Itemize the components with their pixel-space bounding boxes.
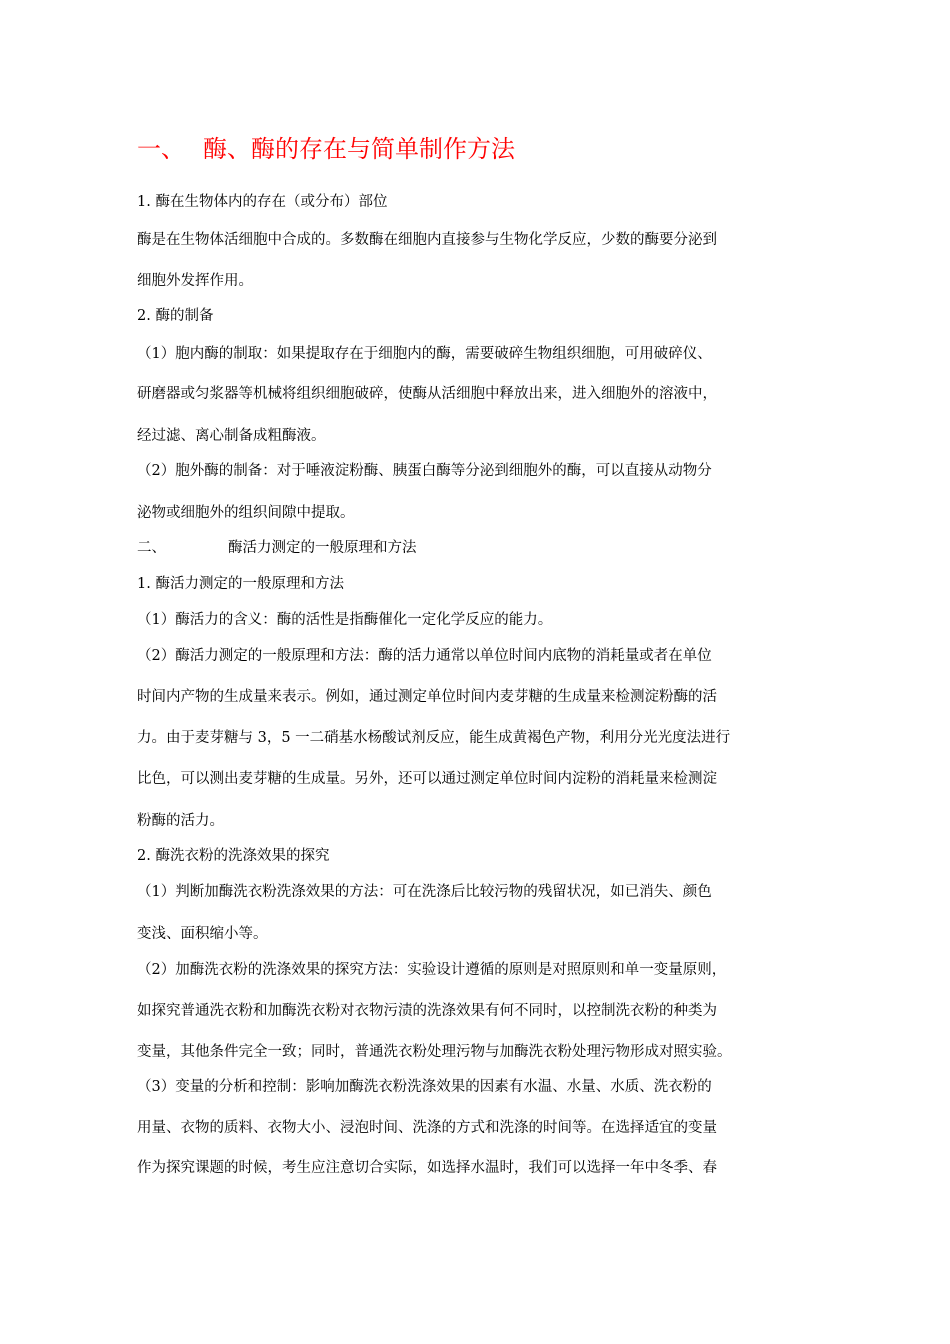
- paragraph-line: （3）变量的分析和控制：影响加酶洗衣粉洗涤效果的因素有水温、水量、水质、洗衣粉的: [137, 1079, 712, 1095]
- paragraph-line: 作为探究课题的时候，考生应注意切合实际，如选择水温时，我们可以选择一年中冬季、春: [137, 1160, 717, 1176]
- section-2-heading-text: 酶活力测定的一般原理和方法: [228, 540, 417, 556]
- paragraph-line: 经过滤、离心制备成粗酶液。: [137, 428, 326, 444]
- paragraph-line: 粉酶的活力。: [137, 813, 224, 829]
- section-number: 一、: [137, 135, 185, 163]
- section-title: [137, 132, 515, 166]
- paragraph-line: 2. 酶洗衣粉的洗涤效果的探究: [137, 848, 330, 864]
- paragraph-line: 2. 酶的制备: [137, 308, 214, 324]
- paragraph-line: （2）胞外酶的制备：对于唾液淀粉酶、胰蛋白酶等分泌到细胞外的酶，可以直接从动物分: [137, 463, 712, 479]
- paragraph-line: 比色，可以测出麦芽糖的生成量。另外，还可以通过测定单位时间内淀粉的消耗量来检测淀: [137, 771, 717, 787]
- paragraph-line: （2）酶活力测定的一般原理和方法：酶的活力通常以单位时间内底物的消耗量或者在单位: [137, 648, 712, 664]
- paragraph-line: 力。由于麦芽糖与 3，5 一二硝基水杨酸试剂反应，能生成黄褐色产物，利用分光光度法进行: [137, 730, 731, 746]
- section-2-heading: [137, 537, 417, 559]
- paragraph-line: （1）判断加酶洗衣粉洗涤效果的方法：可在洗涤后比较污物的残留状况，如已消失、颜色: [137, 884, 712, 900]
- paragraph-line: 研磨器或匀浆器等机械将组织细胞破碎，使酶从活细胞中释放出来，进入细胞外的溶液中，: [137, 386, 717, 402]
- paragraph-line: 变浅、面积缩小等。: [137, 926, 268, 942]
- paragraph-line: 变量，其他条件完全一致；同时，普通洗衣粉处理污物与加酶洗衣粉处理污物形成对照实验。: [137, 1044, 732, 1060]
- paragraph-line: （1）酶活力的含义：酶的活性是指酶催化一定化学反应的能力。: [137, 612, 553, 628]
- paragraph-line: 细胞外发挥作用。: [137, 273, 253, 289]
- paragraph-line: （1）胞内酶的制取：如果提取存在于细胞内的酶，需要破碎生物组织细胞，可用破碎仪、: [137, 346, 712, 362]
- paragraph-line: 如探究普通洗衣粉和加酶洗衣粉对衣物污渍的洗涤效果有何不同时，以控制洗衣粉的种类为: [137, 1003, 717, 1019]
- paragraph-line: 时间内产物的生成量来表示。例如，通过测定单位时间内麦芽糖的生成量来检测淀粉酶的活: [137, 689, 717, 705]
- section-2-number: 二、: [137, 540, 166, 556]
- section-heading-text: 酶、酶的存在与简单制作方法: [203, 135, 515, 163]
- paragraph-line: 1. 酶活力测定的一般原理和方法: [137, 576, 344, 592]
- paragraph-line: 泌物或细胞外的组织间隙中提取。: [137, 505, 355, 521]
- paragraph-line: （2）加酶洗衣粉的洗涤效果的探究方法：实验设计遵循的原则是对照原则和单一变量原则，: [137, 962, 727, 978]
- paragraph-line: 1. 酶在生物体内的存在（或分布）部位: [137, 194, 388, 210]
- paragraph-line: 用量、衣物的质料、衣物大小、浸泡时间、洗涤的方式和洗涤的时间等。在选择适宜的变量: [137, 1120, 717, 1136]
- paragraph-line: 酶是在生物体活细胞中合成的。多数酶在细胞内直接参与生物化学反应，少数的酶要分泌到: [137, 232, 717, 248]
